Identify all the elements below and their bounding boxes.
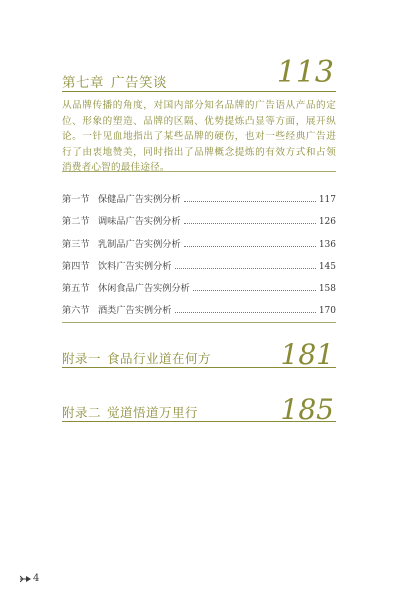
section-number: 第六节	[62, 305, 90, 317]
toc-row[interactable]	[62, 250, 336, 272]
section-number: 第四节	[62, 260, 90, 272]
section-page: 117	[318, 195, 336, 206]
page-number: 4	[33, 573, 40, 584]
section-page: 136	[318, 239, 336, 250]
appendix-label: 附录二	[62, 405, 102, 420]
toc-row[interactable]	[62, 272, 336, 294]
chapter-intro: 从品牌传播的角度，对国内部分知名品牌的广告语从产品的定位、形象的塑造、品牌的区隔、优势提炼凸显等方面，展开纵论。一针见血地指出了某些品牌的硬伤，也对一些经典广告进行了由衷地赞美，同时指出了品牌概念提炼的有效方式和占领消费者心智的最佳途径。	[62, 100, 336, 174]
section-title: 调味品广告实例分析	[98, 216, 181, 228]
section-title: 休闲食品广告实例分析	[98, 282, 190, 294]
appendix-title: 觉道悟道万里行	[107, 405, 199, 420]
toc-row[interactable]	[62, 205, 336, 227]
toc-bottom-divider	[62, 322, 336, 323]
section-title: 乳制品广告实例分析	[98, 238, 181, 250]
appendix-title: 食品行业道在何方	[107, 351, 212, 366]
section-title: 保健品广告实例分析	[98, 194, 181, 206]
toc-row[interactable]	[62, 294, 336, 316]
section-number: 第二节	[62, 216, 90, 228]
dot-leader	[184, 246, 316, 247]
section-title: 饮料广告实例分析	[98, 260, 172, 272]
page-folio	[20, 573, 39, 584]
section-title: 酒类广告实例分析	[98, 305, 172, 317]
toc-top-divider	[62, 171, 336, 172]
toc-row[interactable]	[62, 227, 336, 249]
chapter-divider	[62, 91, 336, 92]
section-list	[62, 183, 336, 316]
section-number: 第一节	[62, 194, 90, 206]
section-page: 158	[318, 283, 336, 294]
appendix-1-heading[interactable]	[62, 349, 211, 367]
section-page: 126	[318, 217, 336, 228]
appendix-2-divider	[62, 421, 336, 422]
dot-leader	[184, 223, 316, 224]
arrow-ornament-icon	[20, 575, 32, 583]
section-number: 第五节	[62, 282, 90, 294]
section-page: 170	[318, 306, 336, 317]
chapter-label: 第七章	[62, 75, 104, 91]
chapter-page-number: 113	[276, 55, 334, 90]
appendix-1-page-number: 181	[280, 338, 334, 371]
dot-leader	[175, 312, 316, 313]
section-page: 145	[318, 261, 336, 272]
appendix-2-heading[interactable]	[62, 403, 198, 421]
appendix-1-divider	[62, 367, 336, 368]
dot-leader	[193, 290, 316, 291]
toc-row[interactable]	[62, 183, 336, 205]
chapter-heading	[62, 71, 167, 91]
appendix-2-page-number: 185	[280, 393, 334, 426]
section-number: 第三节	[62, 238, 90, 250]
appendix-label: 附录一	[62, 351, 102, 366]
dot-leader	[184, 201, 316, 202]
dot-leader	[175, 268, 316, 269]
chapter-title: 广告笑谈	[111, 75, 167, 91]
